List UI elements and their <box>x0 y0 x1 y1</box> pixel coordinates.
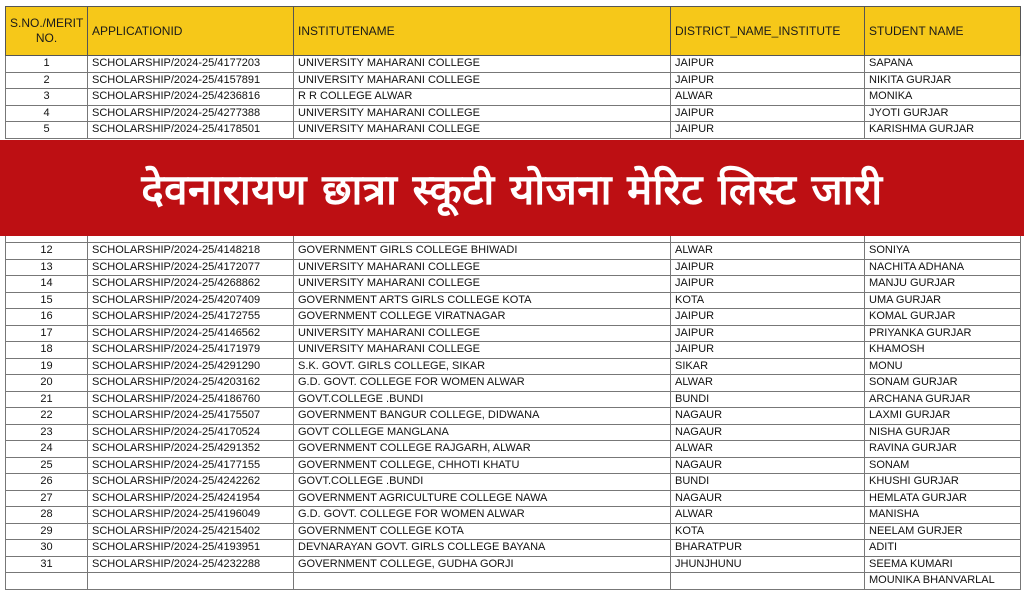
cell-district: ALWAR <box>671 507 865 524</box>
cell-application-id: SCHOLARSHIP/2024-25/4170524 <box>88 424 294 441</box>
cell-student-name: SONAM GURJAR <box>865 375 1021 392</box>
table-row <box>6 309 1021 326</box>
table-row <box>6 573 1021 590</box>
cell-student-name: NISHA GURJAR <box>865 424 1021 441</box>
table-row <box>6 89 1021 106</box>
cell-institute: GOVERNMENT BANGUR COLLEGE, DIDWANA <box>294 408 671 425</box>
cell-district: BUNDI <box>671 391 865 408</box>
cell-institute: R R COLLEGE ALWAR <box>294 89 671 106</box>
cell-institute: DEVNARAYAN GOVT. GIRLS COLLEGE BAYANA <box>294 540 671 557</box>
cell-institute: GOVERNMENT COLLEGE VIRATNAGAR <box>294 309 671 326</box>
cell-application-id: SCHOLARSHIP/2024-25/4232288 <box>88 556 294 573</box>
cell-sno: 26 <box>6 474 88 491</box>
cell-institute: GOVT.COLLEGE .BUNDI <box>294 474 671 491</box>
table-row <box>6 72 1021 89</box>
header-row <box>6 7 1021 56</box>
cell-application-id: SCHOLARSHIP/2024-25/4291290 <box>88 358 294 375</box>
cell-application-id: SCHOLARSHIP/2024-25/4172077 <box>88 259 294 276</box>
cell-district: SIKAR <box>671 358 865 375</box>
cell-sno: 24 <box>6 441 88 458</box>
cell-district: NAGAUR <box>671 424 865 441</box>
header-district: DISTRICT_NAME_INSTITUTE <box>671 7 865 56</box>
cell-sno: 15 <box>6 292 88 309</box>
cell-institute <box>294 573 671 590</box>
cell-student-name: HEMLATA GURJAR <box>865 490 1021 507</box>
table-row <box>6 325 1021 342</box>
table-row <box>6 424 1021 441</box>
cell-application-id: SCHOLARSHIP/2024-25/4277388 <box>88 105 294 122</box>
cell-district: ALWAR <box>671 89 865 106</box>
cell-district: JAIPUR <box>671 122 865 139</box>
table-row <box>6 523 1021 540</box>
cell-student-name: SAPANA <box>865 56 1021 73</box>
cell-sno: 17 <box>6 325 88 342</box>
cell-student-name: SONAM <box>865 457 1021 474</box>
cell-institute: UNIVERSITY MAHARANI COLLEGE <box>294 56 671 73</box>
cell-application-id: SCHOLARSHIP/2024-25/4172755 <box>88 309 294 326</box>
table-row <box>6 457 1021 474</box>
cell-institute: UNIVERSITY MAHARANI COLLEGE <box>294 276 671 293</box>
cell-district: JAIPUR <box>671 309 865 326</box>
merit-list-sheet <box>5 6 1020 139</box>
table-row <box>6 276 1021 293</box>
cell-district: ALWAR <box>671 243 865 260</box>
cell-application-id: SCHOLARSHIP/2024-25/4203162 <box>88 375 294 392</box>
cell-sno: 28 <box>6 507 88 524</box>
table-row <box>6 105 1021 122</box>
cell-application-id: SCHOLARSHIP/2024-25/4186760 <box>88 391 294 408</box>
cell-application-id: SCHOLARSHIP/2024-25/4178501 <box>88 122 294 139</box>
cell-application-id: SCHOLARSHIP/2024-25/4148218 <box>88 243 294 260</box>
cell-student-name: KOMAL GURJAR <box>865 309 1021 326</box>
table-row <box>6 259 1021 276</box>
cell-sno: 13 <box>6 259 88 276</box>
header-sno: S.NO./MERIT NO. <box>6 7 88 56</box>
cell-sno <box>6 573 88 590</box>
cell-application-id: SCHOLARSHIP/2024-25/4146562 <box>88 325 294 342</box>
cell-sno: 29 <box>6 523 88 540</box>
cell-student-name: SEEMA KUMARI <box>865 556 1021 573</box>
cell-institute: GOVERNMENT GIRLS COLLEGE BHIWADI <box>294 243 671 260</box>
cell-institute: GOVERNMENT COLLEGE RAJGARH, ALWAR <box>294 441 671 458</box>
cell-application-id: SCHOLARSHIP/2024-25/4207409 <box>88 292 294 309</box>
cell-sno: 5 <box>6 122 88 139</box>
cell-application-id <box>88 573 294 590</box>
cell-district: BHARATPUR <box>671 540 865 557</box>
cell-district: ALWAR <box>671 375 865 392</box>
cell-sno: 23 <box>6 424 88 441</box>
cell-application-id: SCHOLARSHIP/2024-25/4268862 <box>88 276 294 293</box>
cell-district: NAGAUR <box>671 408 865 425</box>
cell-institute: GOVT.COLLEGE .BUNDI <box>294 391 671 408</box>
cell-institute: G.D. GOVT. COLLEGE FOR WOMEN ALWAR <box>294 507 671 524</box>
cell-student-name: NIKITA GURJAR <box>865 72 1021 89</box>
cell-institute: UNIVERSITY MAHARANI COLLEGE <box>294 325 671 342</box>
cell-application-id: SCHOLARSHIP/2024-25/4193951 <box>88 540 294 557</box>
cell-student-name: ARCHANA GURJAR <box>865 391 1021 408</box>
merit-list-sheet-continued <box>5 236 1020 590</box>
cell-institute: GOVT COLLEGE MANGLANA <box>294 424 671 441</box>
cell-sno: 4 <box>6 105 88 122</box>
cell-institute: UNIVERSITY MAHARANI COLLEGE <box>294 342 671 359</box>
cell-institute: UNIVERSITY MAHARANI COLLEGE <box>294 72 671 89</box>
cell-sno: 16 <box>6 309 88 326</box>
cell-student-name: MOUNIKA BHANVARLAL <box>865 573 1021 590</box>
cell-district: NAGAUR <box>671 490 865 507</box>
table-row <box>6 375 1021 392</box>
table-row <box>6 292 1021 309</box>
cell-application-id: SCHOLARSHIP/2024-25/4242262 <box>88 474 294 491</box>
table-row <box>6 56 1021 73</box>
cell-student-name: MANJU GURJAR <box>865 276 1021 293</box>
table-row <box>6 342 1021 359</box>
cell-district <box>671 573 865 590</box>
cell-sno: 19 <box>6 358 88 375</box>
cell-district: JAIPUR <box>671 342 865 359</box>
cell-district: KOTA <box>671 292 865 309</box>
cell-student-name: NEELAM GURJER <box>865 523 1021 540</box>
cell-district: NAGAUR <box>671 457 865 474</box>
table-row <box>6 243 1021 260</box>
cell-student-name: UMA GURJAR <box>865 292 1021 309</box>
table-row <box>6 490 1021 507</box>
cell-sno: 30 <box>6 540 88 557</box>
merit-list-table-continued <box>5 236 1021 590</box>
table-row <box>6 122 1021 139</box>
cell-district: JAIPUR <box>671 72 865 89</box>
cell-student-name: MONU <box>865 358 1021 375</box>
cell-student-name: PRIYANKA GURJAR <box>865 325 1021 342</box>
cell-institute: GOVERNMENT COLLEGE, CHHOTI KHATU <box>294 457 671 474</box>
cell-institute: G.D. GOVT. COLLEGE FOR WOMEN ALWAR <box>294 375 671 392</box>
cell-institute: UNIVERSITY MAHARANI COLLEGE <box>294 105 671 122</box>
cell-student-name: RAVINA GURJAR <box>865 441 1021 458</box>
table-row <box>6 391 1021 408</box>
cell-student-name: LAXMI GURJAR <box>865 408 1021 425</box>
cell-student-name: KARISHMA GURJAR <box>865 122 1021 139</box>
cell-institute: GOVERNMENT ARTS GIRLS COLLEGE KOTA <box>294 292 671 309</box>
cell-institute: S.K. GOVT. GIRLS COLLEGE, SIKAR <box>294 358 671 375</box>
cell-district: KOTA <box>671 523 865 540</box>
cell-sno: 25 <box>6 457 88 474</box>
cell-student-name: MONIKA <box>865 89 1021 106</box>
cell-application-id: SCHOLARSHIP/2024-25/4196049 <box>88 507 294 524</box>
top-rows <box>6 56 1021 139</box>
table-row <box>6 408 1021 425</box>
cell-student-name: NACHITA ADHANA <box>865 259 1021 276</box>
cell-sno: 31 <box>6 556 88 573</box>
cell-application-id: SCHOLARSHIP/2024-25/4236816 <box>88 89 294 106</box>
cell-district: JAIPUR <box>671 105 865 122</box>
cell-institute: GOVERNMENT COLLEGE, GUDHA GORJI <box>294 556 671 573</box>
cell-application-id: SCHOLARSHIP/2024-25/4291352 <box>88 441 294 458</box>
cell-sno: 2 <box>6 72 88 89</box>
cell-application-id: SCHOLARSHIP/2024-25/4171979 <box>88 342 294 359</box>
cell-institute: GOVERNMENT AGRICULTURE COLLEGE NAWA <box>294 490 671 507</box>
cell-student-name: SONIYA <box>865 243 1021 260</box>
table-row <box>6 507 1021 524</box>
cell-sno: 3 <box>6 89 88 106</box>
merit-list-table <box>5 6 1021 139</box>
cell-district: JAIPUR <box>671 259 865 276</box>
cell-student-name: MANISHA <box>865 507 1021 524</box>
cell-application-id: SCHOLARSHIP/2024-25/4177155 <box>88 457 294 474</box>
cell-sno: 22 <box>6 408 88 425</box>
header-institute-name: INSTITUTENAME <box>294 7 671 56</box>
table-row <box>6 441 1021 458</box>
cell-sno: 12 <box>6 243 88 260</box>
cell-sno: 20 <box>6 375 88 392</box>
cell-application-id: SCHOLARSHIP/2024-25/4177203 <box>88 56 294 73</box>
cell-institute: UNIVERSITY MAHARANI COLLEGE <box>294 259 671 276</box>
table-row <box>6 540 1021 557</box>
title-banner <box>0 140 1024 236</box>
cell-application-id: SCHOLARSHIP/2024-25/4157891 <box>88 72 294 89</box>
cell-sno: 1 <box>6 56 88 73</box>
header-student-name: STUDENT NAME <box>865 7 1021 56</box>
cell-district: ALWAR <box>671 441 865 458</box>
cell-application-id: SCHOLARSHIP/2024-25/4241954 <box>88 490 294 507</box>
cell-institute: UNIVERSITY MAHARANI COLLEGE <box>294 122 671 139</box>
bottom-rows <box>6 236 1021 589</box>
cell-district: JAIPUR <box>671 276 865 293</box>
cell-student-name: KHUSHI GURJAR <box>865 474 1021 491</box>
cell-sno: 18 <box>6 342 88 359</box>
header-application-id: APPLICATIONID <box>88 7 294 56</box>
table-row <box>6 358 1021 375</box>
table-row <box>6 474 1021 491</box>
cell-sno: 27 <box>6 490 88 507</box>
cell-student-name: KHAMOSH <box>865 342 1021 359</box>
cell-student-name: JYOTI GURJAR <box>865 105 1021 122</box>
cell-district: JAIPUR <box>671 56 865 73</box>
cell-district: JHUNJHUNU <box>671 556 865 573</box>
cell-institute: GOVERNMENT COLLEGE KOTA <box>294 523 671 540</box>
cell-application-id: SCHOLARSHIP/2024-25/4175507 <box>88 408 294 425</box>
cell-application-id: SCHOLARSHIP/2024-25/4215402 <box>88 523 294 540</box>
cell-district: BUNDI <box>671 474 865 491</box>
cell-sno: 14 <box>6 276 88 293</box>
table-row <box>6 556 1021 573</box>
banner-title: देवनारायण छात्रा स्कूटी योजना मेरिट लिस्ट जारी <box>141 164 883 214</box>
cell-district: JAIPUR <box>671 325 865 342</box>
cell-sno: 21 <box>6 391 88 408</box>
cell-student-name: ADITI <box>865 540 1021 557</box>
